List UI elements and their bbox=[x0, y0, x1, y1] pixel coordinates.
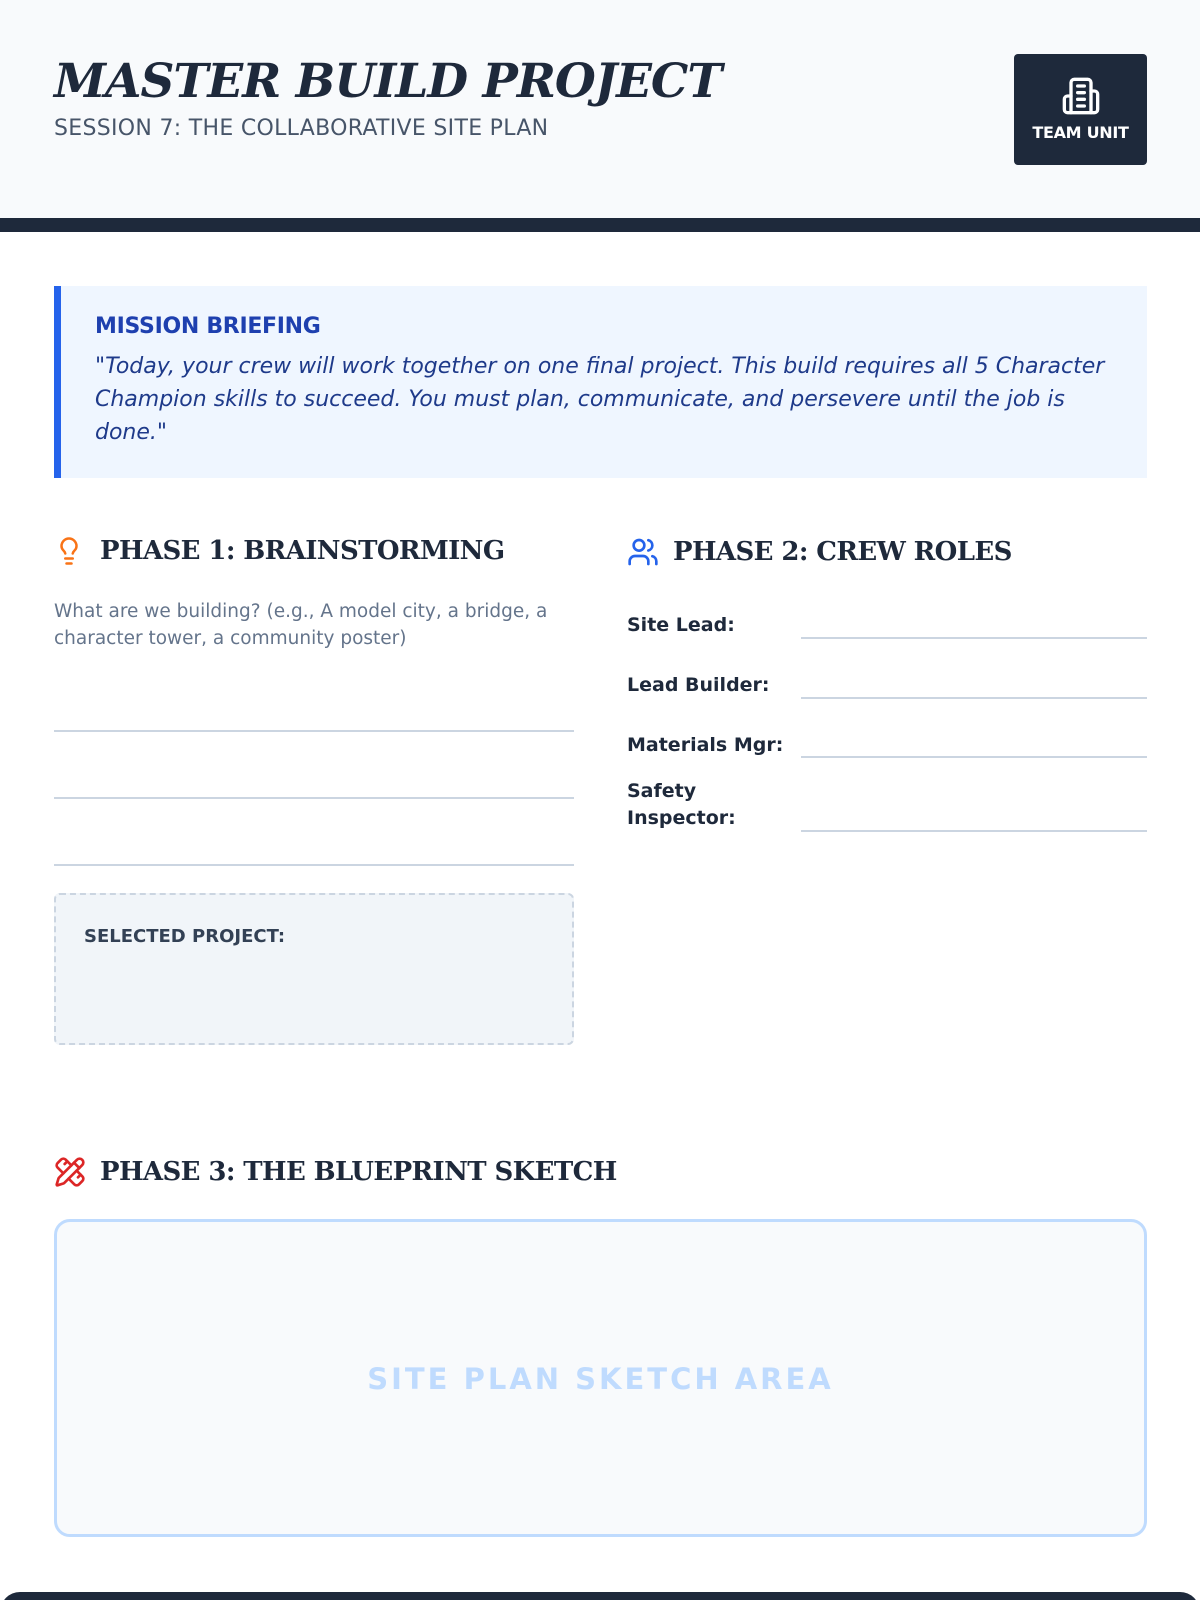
role-line-safety-inspector[interactable] bbox=[801, 830, 1147, 832]
role-label-site-lead: Site Lead: bbox=[627, 614, 735, 636]
phase1-title: PHASE 1: BRAINSTORMING bbox=[100, 536, 505, 566]
team-unit-badge bbox=[1014, 54, 1147, 165]
brainstorm-line-2[interactable] bbox=[54, 797, 574, 799]
role-label-materials-mgr: Materials Mgr: bbox=[627, 734, 784, 756]
briefing-quote: "Today, your crew will work together on one final project. This build requires all 5 Character Champion skills to succeed. You must plan, communicate, and persevere until the job is done." bbox=[95, 354, 1105, 445]
phase2-heading bbox=[627, 536, 1012, 568]
briefing-title: MISSION BRIEFING bbox=[95, 314, 321, 339]
brainstorm-line-1[interactable] bbox=[54, 730, 574, 732]
role-label-lead-builder: Lead Builder: bbox=[627, 674, 770, 696]
building-icon bbox=[1061, 76, 1101, 116]
page-subtitle: SESSION 7: THE COLLABORATIVE SITE PLAN bbox=[54, 116, 549, 141]
role-label-safety-inspector: Safety Inspector: bbox=[627, 780, 736, 829]
phase1-heading bbox=[54, 536, 504, 566]
role-line-site-lead[interactable] bbox=[801, 637, 1147, 639]
selected-project-box[interactable] bbox=[54, 893, 574, 1045]
brainstorm-line-3[interactable] bbox=[54, 864, 574, 866]
sketch-area-label: SITE PLAN SKETCH AREA bbox=[367, 1362, 834, 1396]
role-line-materials-mgr[interactable] bbox=[801, 756, 1147, 758]
users-icon bbox=[627, 536, 659, 568]
mission-briefing bbox=[54, 286, 1147, 478]
phase1-prompt: What are we building? (e.g., A model city, a bridge, a character tower, a community poster) bbox=[54, 601, 548, 649]
sketch-area[interactable] bbox=[54, 1219, 1147, 1537]
selected-project-label: SELECTED PROJECT: bbox=[84, 926, 286, 947]
page-title: MASTER BUILD PROJECT bbox=[54, 54, 722, 109]
phase3-heading bbox=[54, 1156, 617, 1188]
role-line-lead-builder[interactable] bbox=[801, 697, 1147, 699]
page-header bbox=[0, 0, 1200, 218]
pencil-ruler-icon bbox=[54, 1156, 86, 1188]
phase3-title: PHASE 3: THE BLUEPRINT SKETCH bbox=[100, 1157, 617, 1187]
header-divider bbox=[0, 218, 1200, 232]
phase2-title: PHASE 2: CREW ROLES bbox=[673, 537, 1012, 567]
footer-bar bbox=[0, 1592, 1200, 1600]
lightbulb-icon bbox=[54, 536, 84, 566]
team-unit-label: TEAM UNIT bbox=[1032, 123, 1129, 142]
